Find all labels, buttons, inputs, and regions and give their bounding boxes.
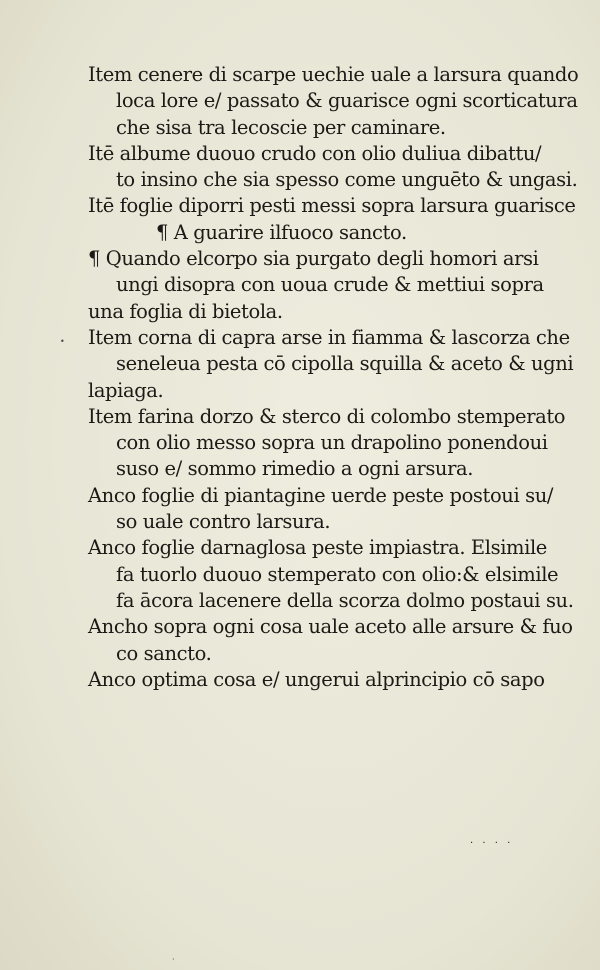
text-line: ¶ Quando elcorpo sia purgato degli homori arsi [88, 247, 539, 271]
text-line: ungi disopra con uoua crude & mettiui sopra [116, 273, 544, 297]
text-line: lapiaga. [88, 378, 164, 402]
ink-dot: · [172, 955, 175, 964]
text-line: so uale contro larsura. [116, 510, 331, 534]
text-line: Anco foglie darnaglosa peste impiastra. Elsimile [88, 536, 547, 560]
section-heading: ¶ A guarire ilfuoco sancto. [156, 220, 407, 244]
text-line: fa tuorlo duouo stemperato con olio:& elsimile [116, 562, 559, 586]
text-line: Itē foglie diporri pesti messi sopra larsura guarisce [88, 194, 576, 218]
text-line: Item cenere di scarpe uechie uale a larsura quando [88, 63, 579, 86]
text-line: Item corna di capra arse in fiamma & lascorza che [88, 325, 570, 349]
text-line: fa ācora lacenere della scorza dolmo postaui su. [116, 588, 574, 612]
text-line: Item farina dorzo & sterco di colombo stemperato [88, 404, 566, 428]
text-line: to insino che sia spesso come unguēto & ungasi. [116, 168, 578, 192]
text-line: suso e/ sommo rimedio a ogni arsura. [116, 457, 474, 481]
text-line: con olio messo sopra un drapolino ponendoui [116, 431, 548, 455]
text-line: Anco optima cosa e/ ungerui alprincipio cō sapo [88, 667, 545, 691]
text-line: Itē albume duouo crudo con olio duliua dibattu/ [88, 141, 542, 165]
text-line: loca lore e/ passato & guarisce ogni scorticatura [116, 89, 578, 113]
ink-dot: • [60, 337, 65, 346]
text-line: seneleua pesta cō cipolla squilla & aceto & ugni [116, 352, 574, 376]
ink-specks: · · · · [470, 838, 514, 849]
text-line: co sancto. [116, 641, 212, 665]
text-line: che sisa tra lecoscie per caminare. [116, 115, 446, 139]
text-line: una foglia di bietola. [88, 299, 283, 323]
text-line: Anco foglie di piantagine uerde peste postoui su/ [88, 483, 554, 507]
text-block [88, 62, 578, 693]
text-line: Ancho sopra ogni cosa uale aceto alle arsure & fuo [88, 615, 573, 639]
